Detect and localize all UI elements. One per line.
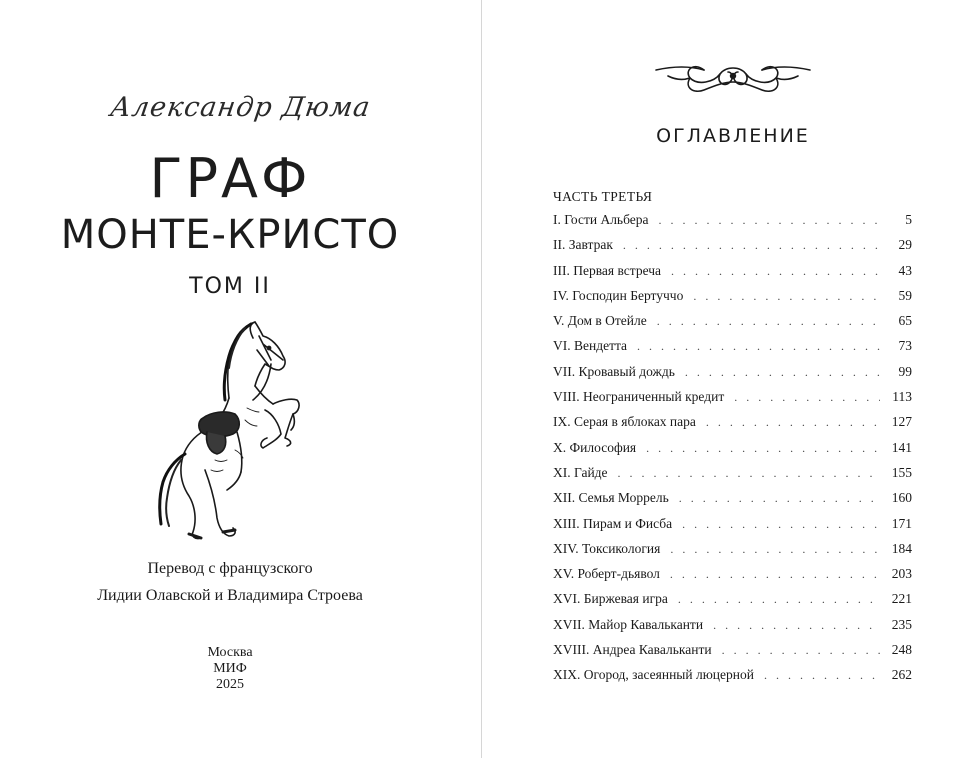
toc-entry-title: XI. Гайде (553, 464, 608, 480)
toc-entry[interactable] (553, 617, 912, 642)
toc-leader-dots (679, 491, 880, 506)
toc-leader-dots (713, 618, 880, 633)
toc-entry-page: 262 (891, 667, 912, 683)
author-name: Александр Дюма (108, 92, 373, 123)
toc-entry-page: 171 (891, 515, 912, 531)
translators-line: Лидии Олавской и Владимира Строева (97, 587, 363, 604)
part-title: ЧАСТЬ ТРЕТЬЯ (553, 189, 653, 204)
toc-entry-title: VI. Вендетта (553, 338, 628, 354)
book-subtitle: МОНТЕ-КРИСТО (60, 212, 400, 258)
toc-leader-dots (637, 339, 880, 354)
toc-entry-page: 235 (891, 616, 912, 632)
toc-entry-page: 160 (891, 490, 912, 506)
toc-entry-page: 221 (891, 591, 912, 607)
toc-entry-page: 141 (891, 439, 912, 455)
toc-entry-page: 59 (898, 287, 912, 303)
toc-entry-page: 248 (891, 642, 912, 658)
toc-entry-title: IX. Серая в яблоках пара (553, 414, 696, 430)
toc-entry-title: XV. Роберт-дьявол (553, 566, 660, 582)
toc-entry-page: 5 (905, 212, 912, 227)
toc-entry[interactable] (553, 516, 912, 541)
publisher-name: МИФ (213, 661, 247, 676)
toc-entry-title: III. Первая встреча (553, 262, 662, 278)
table-of-contents (553, 212, 912, 693)
toc-entry-page: 29 (898, 237, 912, 253)
toc-leader-dots (734, 390, 880, 405)
toc-entry-title: XVIII. Андреа Кавальканти (553, 642, 712, 658)
volume-label: ТОМ II (189, 274, 271, 299)
toc-entry[interactable] (553, 288, 912, 313)
toc-leader-dots (722, 643, 880, 658)
toc-leader-dots (682, 517, 880, 532)
toc-entry[interactable] (553, 414, 912, 439)
toc-entry-page: 43 (898, 262, 912, 278)
contents-page (482, 0, 953, 758)
toc-leader-dots (764, 668, 880, 683)
toc-entry[interactable] (553, 642, 912, 667)
translation-line: Перевод с французского (147, 560, 313, 577)
toc-leader-dots (657, 314, 880, 329)
toc-entry[interactable] (553, 263, 912, 288)
toc-entry-title: XIV. Токсикология (553, 540, 661, 556)
book-title: ГРАФ (149, 147, 311, 210)
imprint (0, 645, 460, 693)
toc-entry-title: II. Завтрак (553, 237, 613, 253)
toc-entry[interactable] (553, 490, 912, 515)
toc-entry[interactable] (553, 591, 912, 616)
toc-entry-page: 65 (898, 313, 912, 329)
toc-entry[interactable] (553, 237, 912, 262)
toc-entry-title: XII. Семья Моррель (553, 490, 669, 506)
toc-leader-dots (623, 238, 880, 253)
flourish-ornament-icon (654, 52, 812, 98)
toc-entry-title: XVII. Майор Кавальканти (553, 616, 704, 632)
toc-leader-dots (671, 264, 880, 279)
toc-entry-title: VIII. Неограниченный кредит (553, 389, 725, 405)
toc-leader-dots (659, 213, 880, 228)
toc-entry[interactable] (553, 313, 912, 338)
toc-entry-title: XVI. Биржевая игра (553, 591, 668, 607)
toc-entry-page: 203 (891, 566, 912, 582)
toc-entry-page: 127 (891, 414, 912, 430)
toc-entry-title: IV. Господин Бертуччо (553, 287, 684, 303)
toc-entry-title: I. Гости Альбера (553, 212, 649, 227)
toc-leader-dots (685, 365, 880, 380)
publication-city: Москва (207, 645, 253, 660)
toc-entry-title: XIX. Огород, засеянный люцерной (553, 667, 754, 683)
toc-leader-dots (706, 415, 880, 430)
toc-entry[interactable] (553, 465, 912, 490)
toc-entry[interactable] (553, 364, 912, 389)
publication-year: 2025 (216, 677, 244, 692)
toc-entry[interactable] (553, 541, 912, 566)
toc-entry-title: V. Дом в Отейле (553, 313, 647, 329)
toc-leader-dots (670, 567, 880, 582)
toc-leader-dots (618, 466, 880, 481)
toc-leader-dots (693, 289, 880, 304)
contents-heading: ОГЛАВЛЕНИЕ (656, 125, 810, 147)
toc-entry[interactable] (553, 566, 912, 591)
toc-entry-title: X. Философия (553, 439, 637, 455)
toc-entry-page: 99 (898, 363, 912, 379)
toc-entry-page: 155 (891, 464, 912, 480)
toc-entry[interactable] (553, 667, 912, 692)
translation-credit (0, 555, 460, 609)
toc-leader-dots (646, 441, 880, 456)
toc-entry-title: VII. Кровавый дождь (553, 363, 675, 379)
toc-entry-title: XIII. Пирам и Фисба (553, 515, 673, 531)
toc-leader-dots (678, 592, 880, 607)
toc-entry[interactable] (553, 338, 912, 363)
toc-entry-page: 184 (891, 540, 912, 556)
rearing-horse-icon (145, 320, 315, 545)
toc-entry[interactable] (553, 440, 912, 465)
toc-entry[interactable] (553, 389, 912, 414)
toc-leader-dots (670, 542, 880, 557)
toc-entry-page: 73 (898, 338, 912, 354)
toc-entry[interactable] (553, 212, 912, 237)
toc-entry-page: 113 (892, 389, 912, 405)
